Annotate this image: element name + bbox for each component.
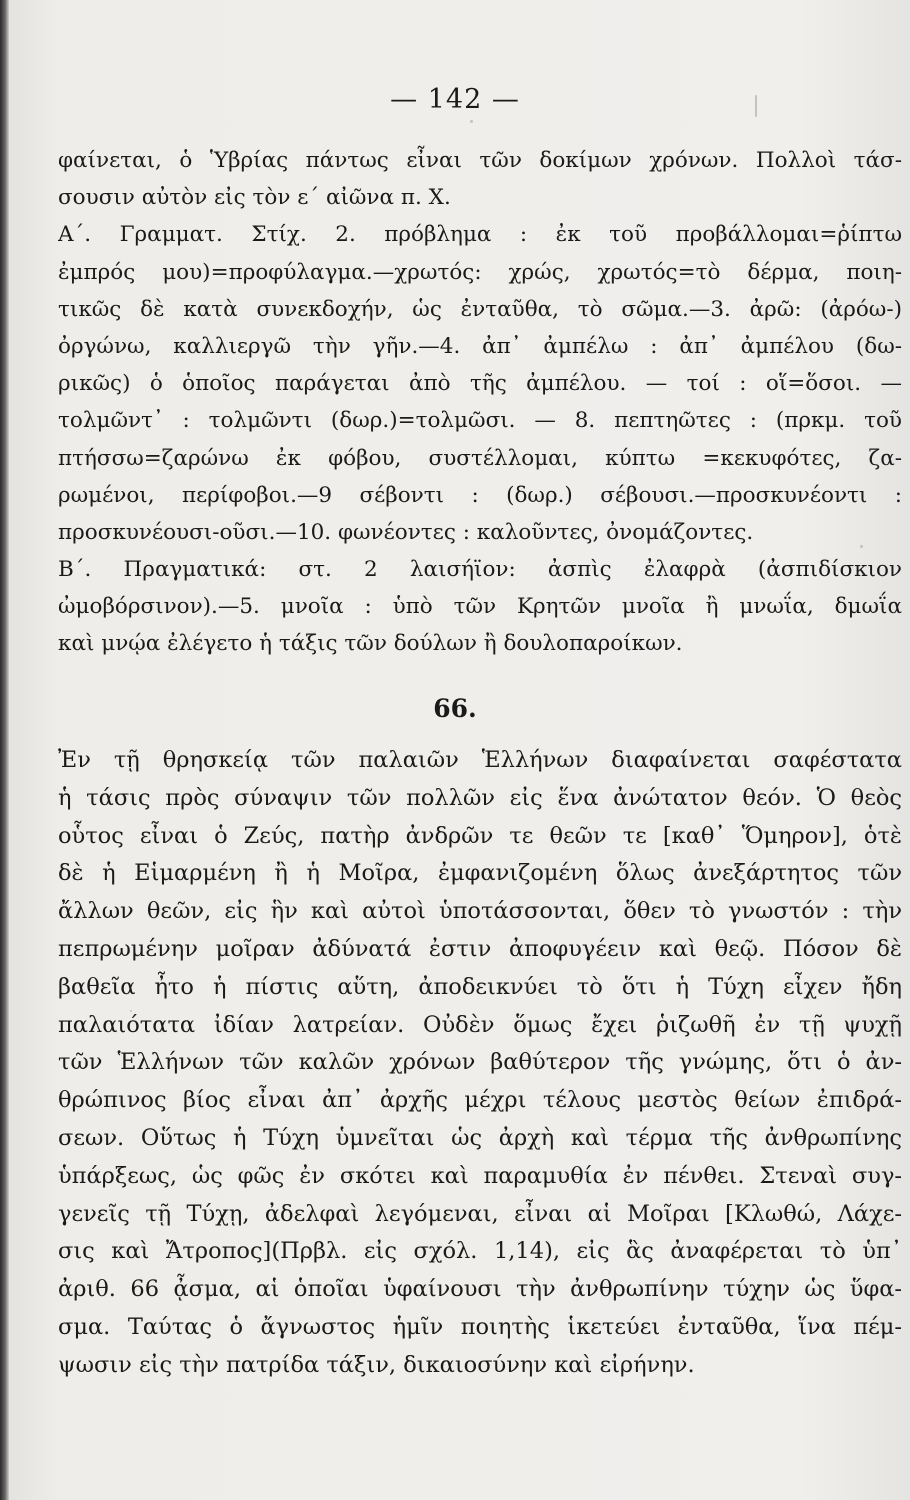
body-line: θρώπινος βίος εἶναι ἀπ᾽ ἀρχῆς μέχρι τέλους μεστὸς θείων ἐπιδρά- xyxy=(58,1087,902,1114)
body-line: ἡ τάσις πρὸς σύναψιν τῶν πολλῶν εἰς ἕνα ἀνώτατον θεόν. Ὁ θεὸς xyxy=(58,784,902,811)
commentary-line: πτήσσω=ζαρώνω ἐκ φόβου, συστέλλομαι, κύπτω =κεκυφότες, ζα- xyxy=(58,445,902,471)
page-number: — 142 — xyxy=(390,84,520,115)
commentary-line: Β΄. Πραγματικά: στ. 2 λαισήϊον: ἀσπὶς ἐλαφρὰ (ἀσπιδίσκιον xyxy=(58,557,902,583)
body-line: Ἐν τῇ θρησκείᾳ τῶν παλαιῶν Ἑλλήνων διαφαίνεται σαφέστατα xyxy=(58,747,902,773)
body-line: γενεῖς τῇ Τύχῃ, ἀδελφαὶ λεγόμεναι, εἶναι αἱ Μοῖραι [Κλωθώ, Λάχε- xyxy=(58,1200,902,1227)
body-line: ὑπάρξεως, ὡς φῶς ἐν σκότει καὶ παραμυθία ἐν πένθει. Στεναὶ συγ- xyxy=(58,1162,902,1189)
body-line: πεπρωμένην μοῖραν ἀδύνατά ἐστιν ἀποφυγέειν καὶ θεῷ. Πόσον δὲ xyxy=(58,935,902,962)
body-line: σμα. Ταύτας ὁ ἄγνωστος ἡμῖν ποιητὴς ἱκετεύει ἐνταῦθα, ἵνα πέμ- xyxy=(58,1313,902,1340)
body-paragraph xyxy=(58,742,902,1385)
commentary-line: ἐμπρός μου)=προφύλαγμα.—χρωτός: χρώς, χρωτός=τὸ δέρμα, ποιη- xyxy=(58,259,902,285)
commentary-line: ὀργώνω, καλλιεργῶ τὴν γῆν.—4. ἀπ᾽ ἀμπέλω : ἀπ᾽ ἀμπέλου (δω- xyxy=(58,333,902,359)
page-binding-edge xyxy=(0,0,9,1500)
body-line: ψωσιν εἰς τὴν πατρίδα τάξιν, δικαιοσύνην καὶ εἰρήνην. xyxy=(58,1351,695,1378)
scan-speck xyxy=(860,545,863,548)
commentary-line: ὠμοβόρσινον).—5. μνοῖα : ὑπὸ τῶν Κρητῶν μνοῖα ἢ μνωΐα, δμωΐα xyxy=(58,594,902,620)
commentary-line: φαίνεται, ὁ Ὑβρίας πάντως εἶναι τῶν δοκίμων χρόνων. Πολλοὶ τάσ- xyxy=(58,148,902,173)
commentary-line: προσκυνέουσι-οῦσι.—10. φωνέοντες : καλοῦντες, ὀνομάζοντες. xyxy=(58,519,754,545)
commentary-line: τολμῶντ᾽ : τολμῶντι (δωρ.)=τολμῶσι. — 8. πεπτηῶτες : (πρκμ. τοῦ xyxy=(58,408,902,434)
commentary-line: καὶ μνῴα ἐλέγετο ἡ τάξις τῶν δούλων ἢ δουλοπαροίκων. xyxy=(58,631,683,657)
commentary-line: σουσιν αὐτὸν εἰς τὸν ε΄ αἰῶνα π. Χ. xyxy=(58,185,451,211)
scan-speck xyxy=(470,120,473,123)
scan-speck xyxy=(755,95,757,117)
body-line: σις καὶ Ἄτροπος](Πρβλ. εἰς σχόλ. 1,14), εἰς ἃς ἀναφέρεται τὸ ὑπ᾽ xyxy=(58,1238,902,1265)
commentary-line: ρωμένοι, περίφοβοι.—9 σέβοντι : (δωρ.) σέβουσι.—προσκυνέοντι : xyxy=(58,482,902,508)
body-line: σεων. Οὕτως ἡ Τύχη ὑμνεῖται ὡς ἀρχὴ καὶ τέρμα τῆς ἀνθρωπίνης xyxy=(58,1124,902,1151)
body-line: τῶν Ἑλλήνων τῶν καλῶν χρόνων βαθύτερον τῆς γνώμης, ὅτι ὁ ἀν- xyxy=(58,1049,902,1076)
body-line: οὗτος εἶναι ὁ Ζεύς, πατὴρ ἀνδρῶν τε θεῶν τε [καθ᾽ Ὅμηρον], ὁτὲ xyxy=(58,822,902,849)
body-line: δὲ ἡ Εἱμαρμένη ἢ ἡ Μοῖρα, ἐμφανιζομένη ὅλως ἀνεξάρτητος τῶν xyxy=(58,860,902,887)
section-number: 66. xyxy=(433,694,477,723)
body-line: βαθεῖα ἦτο ἡ πίστις αὕτη, ἀποδεικνύει τὸ ὅτι ἡ Τύχη εἶχεν ἤδη xyxy=(58,973,902,1000)
body-line: ἀριθ. 66 ᾆσμα, αἱ ὁποῖαι ὑφαίνουσι τὴν ἀνθρωπίνην τύχην ὡς ὕφα- xyxy=(58,1276,902,1303)
body-line: ἄλλων θεῶν, εἰς ἣν καὶ αὐτοὶ ὑποτάσσονται, ὅθεν τὸ γνωστόν : τὴν xyxy=(58,898,902,925)
commentary-block xyxy=(58,142,902,663)
body-line: παλαιότατα ἰδίαν λατρείαν. Οὐδὲν ὅμως ἔχει ῥιζωθῆ ἐν τῇ ψυχῇ xyxy=(58,1011,902,1038)
commentary-line: τικῶς δὲ κατὰ συνεκδοχήν, ὡς ἐνταῦθα, τὸ σῶμα.—3. ἀρῶ: (ἀρόω-) xyxy=(58,296,902,322)
scan-speck xyxy=(130,1010,132,1012)
commentary-line: Α΄. Γραμματ. Στίχ. 2. πρόβλημα : ἐκ τοῦ προβάλλομαι=ῥίπτω xyxy=(58,222,902,248)
commentary-line: ρικῶς) ὁ ὁποῖος παράγεται ἀπὸ τῆς ἀμπέλου. — τοί : οἵ=ὅσοι. — xyxy=(58,371,902,397)
